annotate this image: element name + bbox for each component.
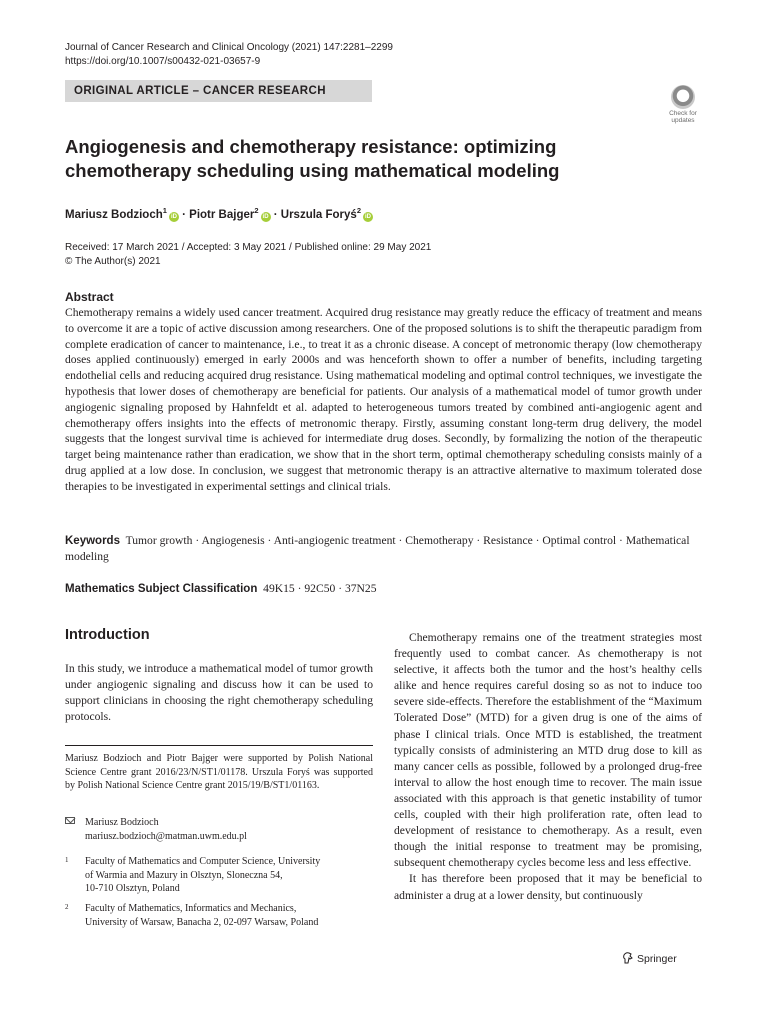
journal-header (65, 41, 393, 69)
introduction-left-paragraph: In this study, we introduce a mathematical model of tumor growth under angiogenic signaling and discuss how it can be used to support clinicians in choosing the right chemotherapy scheduling protocols. (65, 662, 373, 724)
author-name: Piotr Bajger (189, 208, 255, 221)
envelope-icon (65, 817, 75, 824)
affiliation-line: University of Warsaw, Banacha 2, 02-097 Warsaw, Poland (85, 916, 319, 928)
check-for-updates-badge[interactable] (664, 85, 702, 125)
corresponding-email[interactable]: mariusz.bodzioch@matman.uwm.edu.pl (85, 830, 247, 842)
journal-citation: Journal of Cancer Research and Clinical Oncology (2021) 147:2281–2299 (65, 42, 393, 53)
abstract-text: Chemotherapy remains a widely used cancer treatment. Acquired drug resistance may greatly reduce the efficacy of treatment and means to overcome it are a topic of active discussion among researchers. One of the proposed solutions is to shift the therapeutic paradigm from complete eradication of cancer to maintenance, i.e., to treat it as a chronic disease. A concept of metronomic therapy (low chemotherapy doses applied continuously) emerged in early 2000s and was henceforth shown to offer a number of benefits, including targeting endothelial cells and reducing acquired drug resistance. Using mathematical modeling and optimal control techniques, we investigate the hypothesis that lower doses of chemotherapy are beneficial for patients. Our analysis of a mathematical model of tumor growth under angiogenic signaling proposed by Hahnfeldt et al. adapted to heterogeneous tumors treated by combined anti-angiogenic agent and chemotherapy offers insights into the effects of metronomic therapy. Firstly, assuming constant long-term drug delivery, the model suggests that the longest survival time is achieved for intermediate drug doses. Secondly, by formalizing the notion of the therapeutic target being maintenance rather than eradication, we show that in the short term, optimal chemotherapy scheduling consists mainly of a drug applied at a low dose. In conclusion, we suggest that metronomic therapy is an attractive alternative to maximum tolerated dose therapies to be investigated in experimental settings and clinical trials. (65, 306, 702, 493)
introduction-paragraph: It has therefore been proposed that it may be beneficial to administer a drug at a lower density, but continuously (394, 872, 702, 902)
affiliation-line: Faculty of Mathematics and Computer Science, University (85, 856, 321, 867)
orcid-icon[interactable]: iD (262, 213, 269, 220)
author-separator: · (270, 208, 281, 221)
author-name: Mariusz Bodzioch (65, 208, 163, 221)
author-affiliation-mark: 2 (254, 206, 259, 215)
orcid-icon[interactable]: iD (365, 213, 371, 220)
keywords-label: Keywords (65, 535, 120, 547)
springer-horse-icon (622, 952, 633, 968)
msc-label: Mathematics Subject Classification (65, 583, 258, 595)
copyright-line: © The Author(s) 2021 (65, 255, 161, 267)
article-type-banner: ORIGINAL ARTICLE – CANCER RESEARCH (65, 80, 372, 102)
keywords (65, 533, 702, 565)
abstract-heading: Abstract (65, 290, 114, 304)
keywords-text: Tumor growth · Angiogenesis · Anti-angiogenic treatment · Chemotherapy · Resistance · Optimal control · Mathematical modeling (65, 534, 690, 563)
orcid-icon[interactable]: iD (170, 213, 177, 220)
funding-note: Mariusz Bodzioch and Piotr Bajger were supported by Polish National Science Centre grant 2016/23/N/ST1/01178. Urszula Foryś was supported by Polish National Science Centre grant 2015/19/B/ST1/01163. (65, 753, 373, 792)
check-updates-icon (671, 85, 695, 109)
author-separator: · (178, 208, 190, 221)
msc-classification (65, 581, 377, 597)
publisher-name: Springer (637, 953, 677, 965)
affiliation-line: Faculty of Mathematics, Informatics and Mechanics, (85, 903, 297, 914)
check-updates-label: Check for updates (669, 110, 697, 124)
doi-link[interactable]: https://doi.org/10.1007/s00432-021-03657-9 (65, 56, 261, 67)
affiliation-line: 10-710 Olsztyn, Poland (85, 883, 180, 895)
paper-title: Angiogenesis and chemotherapy resistance: optimizing chemotherapy scheduling using mathematical modeling (65, 136, 560, 181)
publication-dates (65, 241, 431, 268)
affiliation-1 (65, 855, 373, 896)
footnote-divider (65, 745, 373, 746)
publisher-mark (622, 952, 677, 968)
affiliation-2 (65, 902, 373, 929)
corresponding-name: Mariusz Bodzioch (85, 817, 159, 828)
introduction-heading: Introduction (65, 627, 150, 643)
introduction-right-column (394, 630, 702, 904)
msc-codes: 49K15 · 92C50 · 37N25 (263, 582, 377, 595)
affiliation-number: 1 (65, 856, 69, 864)
author-affiliation-mark: 2 (356, 206, 361, 215)
author-list (65, 203, 373, 223)
corresponding-author (65, 816, 373, 843)
affiliation-line: of Warmia and Mazury in Olsztyn, Sloneczna 54, (85, 869, 283, 881)
author-name: Urszula Foryś (280, 208, 357, 221)
introduction-paragraph: Chemotherapy remains one of the treatment strategies most frequently used to combat cancer. As chemotherapy is not selective, it affects both the tumor and the host’s healthy cells alike and hence requires careful dosing so as not to induce too severe side-effects. Therefore the establishment of the “Maximum Tolerated Dose” (MTD) for a given drug is one of the aims of phase I clinical trials. Once MTD is established, the treatment typically consists of administering an MTD drug dose to kill as many cancer cells as possible, followed by a prolonged drug-free interval to allow the host enough time to recover. The main issue associated with this approach is that genetic instability of tumor cells, coupled with their high proliferation rate, often lead to development of resistance to chemotherapy. As a result, even though the initial response to treatment may be promising, subsequent chemotherapy cycles become less and less effective. (394, 631, 702, 870)
dates-line: Received: 17 March 2021 / Accepted: 3 May 2021 / Published online: 29 May 2021 (65, 242, 432, 253)
author-affiliation-mark: 1 (162, 206, 167, 215)
affiliation-number: 2 (65, 903, 69, 911)
